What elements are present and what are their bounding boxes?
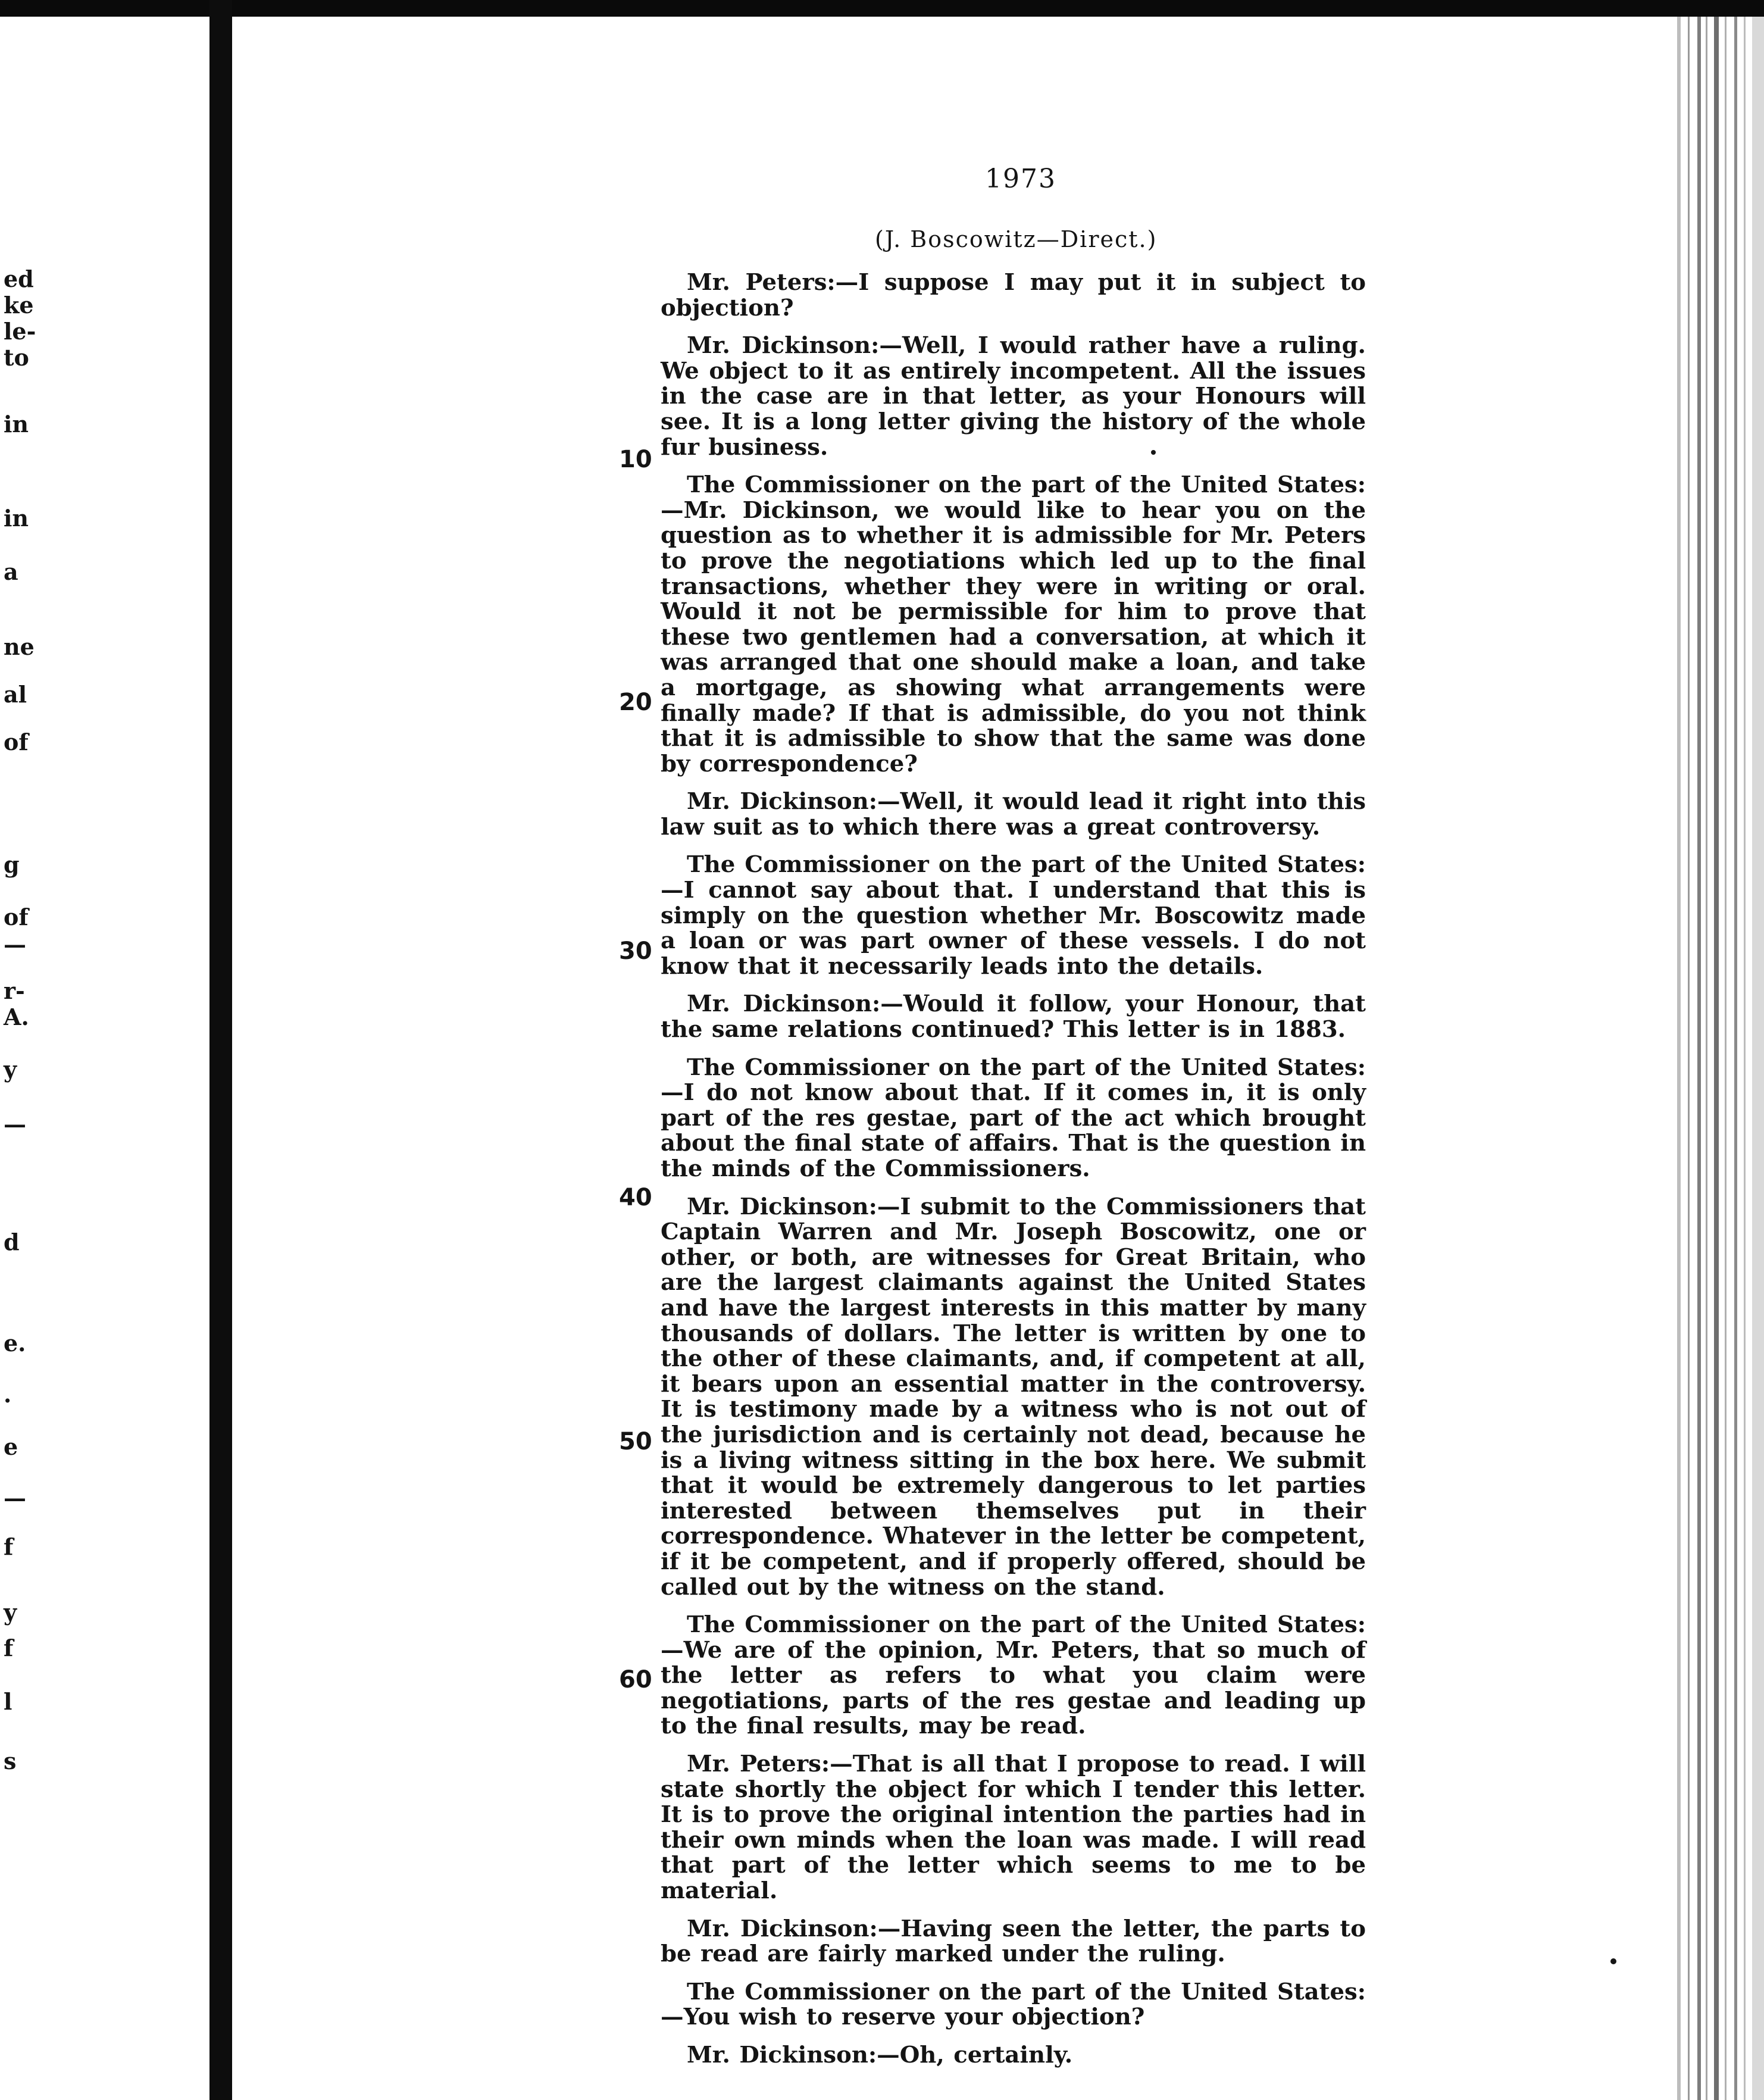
line-number: 40 bbox=[619, 1184, 652, 1211]
facing-page-fragment: ke bbox=[4, 292, 34, 318]
facing-page-fragment: y bbox=[4, 1056, 17, 1083]
facing-page-fragment: r- bbox=[4, 977, 25, 1004]
line-number: 30 bbox=[619, 938, 652, 965]
page-edge-line bbox=[1734, 17, 1737, 2100]
line-number: 50 bbox=[619, 1428, 652, 1455]
paragraph: Mr. Dickinson:—Having seen the letter, the parts to be read are fairly marked under the ruling. bbox=[661, 1915, 1366, 1968]
facing-page bbox=[0, 17, 209, 2100]
facing-page-fragment: ed bbox=[4, 265, 34, 292]
paragraph: The Commissioner on the part of the United States:—I cannot say about that. I understand that this is simply on the question whether Mr. Boscowitz made a loan or was part owner of these vessels. I do not know that it necessarily leads into the details. bbox=[661, 851, 1366, 980]
facing-page-fragment: . bbox=[4, 1381, 12, 1408]
facing-page-fragment: f bbox=[4, 1533, 14, 1560]
paragraph: Mr. Dickinson:—Well, I would rather have a ruling. We object to it as entirely incompetent. All the issues in the case are in that letter, as your Honours will see. It is a long letter giving the history of the whole fur business. bbox=[661, 332, 1366, 461]
facing-page-fragment: d bbox=[4, 1229, 20, 1255]
facing-page-fragment: — bbox=[4, 1485, 26, 1511]
page-edge-line bbox=[1744, 17, 1746, 2100]
facing-page-fragment: g bbox=[4, 851, 20, 878]
page-block-edge bbox=[1677, 17, 1764, 2100]
book-gutter bbox=[209, 0, 232, 2100]
line-number: 10 bbox=[619, 446, 652, 473]
facing-page-fragment: f bbox=[4, 1635, 14, 1661]
line-number: 60 bbox=[619, 1666, 652, 1693]
page-edge-shadow bbox=[1677, 17, 1681, 2100]
line-number: 20 bbox=[619, 689, 652, 716]
ink-speck bbox=[1610, 1958, 1616, 1964]
paragraph: Mr. Dickinson:—Well, it would lead it right into this law suit as to which there was a great controversy. bbox=[661, 788, 1366, 840]
facing-page-fragment: e bbox=[4, 1433, 18, 1460]
paragraph: The Commissioner on the part of the United States:—You wish to reserve your objection? bbox=[661, 1978, 1366, 2031]
facing-page-fragment: of bbox=[4, 904, 29, 930]
body-text bbox=[661, 270, 1366, 2081]
page-edge-line bbox=[1714, 17, 1719, 2100]
scan-top-edge bbox=[0, 0, 1764, 17]
facing-page-fragment: le- bbox=[4, 318, 36, 345]
paragraph: Mr. Dickinson:—Would it follow, your Honour, that the same relations continued? This letter is in 1883. bbox=[661, 990, 1366, 1043]
page-edge-line bbox=[1725, 17, 1727, 2100]
facing-page-fragment: e. bbox=[4, 1330, 26, 1357]
paragraph: The Commissioner on the part of the United States:—I do not know about that. If it comes in, it is only part of the res gestae, part of the act which brought about the final state of affairs. That is the question in the minds of the Commissioners. bbox=[661, 1054, 1366, 1182]
page-edge-line bbox=[1706, 17, 1707, 2100]
facing-page-fragment: a bbox=[4, 558, 18, 585]
facing-page-fragment: to bbox=[4, 344, 29, 371]
facing-page-fragment: s bbox=[4, 1748, 17, 1774]
facing-page-fragment: — bbox=[4, 1111, 26, 1138]
paragraph: Mr. Peters:—That is all that I propose to read. I will state shortly the object for which I tender this letter. It is to prove the original intention the parties had in their own minds when the loan was made. I will read that part of the letter which seems to me to be material. bbox=[661, 1751, 1366, 1905]
facing-page-fragment: in bbox=[4, 505, 29, 532]
ink-speck bbox=[1151, 450, 1156, 455]
paragraph: Mr. Dickinson:—I submit to the Commissioners that Captain Warren and Mr. Joseph Boscowitz, one or other, or both, are witnesses for Great Britain, who are the largest claimants against the United States and have the largest interests in this matter by many thousands of dollars. The letter is written by one to the other of these claimants, and, if competent at all, it bears upon an essential matter in the controversy. It is testimony made by a witness who is not out of the jurisdiction and is certainly not dead, because he is a living witness sitting in the box here. We submit that it would be extremely dangerous to let parties interested between themselves put in their correspondence. Whatever in the letter be competent, if it be competent, and if properly offered, should be called out by the witness on the stand. bbox=[661, 1193, 1366, 1601]
paragraph: The Commissioner on the part of the United States:—Mr. Dickinson, we would like to hear you on the question as to whether it is admissible for Mr. Peters to prove the negotiations which led up to the final transactions, whether they were in writing or oral. Would it not be permissible for him to prove that these two gentlemen had a conversation, at which it was arranged that one should make a loan, and take a mortgage, as showing what arrangements were finally made? If that is admissible, do you not think that it is admissible to show that the same was done by correspondence? bbox=[661, 471, 1366, 777]
paragraph: Mr. Dickinson:—Oh, certainly. bbox=[687, 2042, 1073, 2068]
facing-page-fragment: — bbox=[4, 931, 26, 958]
page-edge-line bbox=[1697, 17, 1701, 2100]
facing-page-fragment: ne bbox=[4, 633, 35, 660]
facing-page-fragment: y bbox=[4, 1599, 17, 1626]
page-number: 1973 bbox=[985, 164, 1056, 194]
facing-page-fragment: of bbox=[4, 729, 29, 755]
paragraph: The Commissioner on the part of the United States:—We are of the opinion, Mr. Peters, that so much of the letter as refers to what you claim were negotiations, parts of the res gestae and leading up to the final results, may be read. bbox=[661, 1611, 1366, 1740]
facing-page-fragment: l bbox=[4, 1688, 12, 1715]
paragraph: Mr. Peters:—I suppose I may put it in subject to objection? bbox=[661, 269, 1366, 321]
facing-page-fragment: in bbox=[4, 411, 29, 438]
facing-page-fragment: al bbox=[4, 681, 27, 708]
page-edge-shade bbox=[1752, 17, 1764, 2100]
facing-page-fragment: A. bbox=[4, 1004, 29, 1030]
book-page bbox=[232, 17, 1677, 2100]
running-head: (J. Boscowitz—Direct.) bbox=[875, 226, 1158, 252]
page-edge-line bbox=[1688, 17, 1690, 2100]
